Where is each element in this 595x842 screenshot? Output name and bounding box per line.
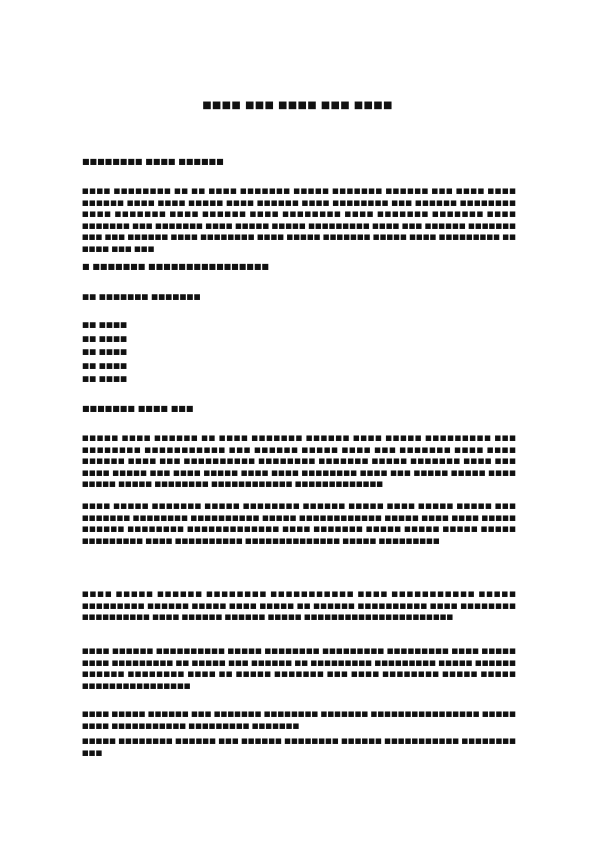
section-heading-2: ■■■■■■■ ■■■■ ■■■ [82, 404, 194, 413]
body-paragraph-5: ■■■■ ■■■■■ ■■■■■■ ■■■ ■■■■■■■ ■■■■■■■■ ■■■■■■■ ■■■■■■■■■■■■■■■■ ■■■■■ ■■■■ ■■■■■■■■■■■ ■■■■■■■■■ ■■■■■■■ [82, 709, 516, 730]
list-item: ■■ ■■■■ [82, 360, 128, 370]
body-paragraph-2: ■■■■ ■■■■■ ■■■■■■■ ■■■■■ ■■■■■■■■ ■■■■■■ ■■■■■ ■■■■ ■■■■■ ■■■■■ ■■■ ■■■■■■■ ■■■■■■■■ ■■■■■■■■■■ ■■■■■ ■■■■■■■■■■■■ ■■■■■ ■■■■ ■■■■ ■■■■■ ■■■■■■ ■■■■■■■■ ■■■■■■■■■■■■■ ■■■■ ■■■■■■■ ■■■■■ ■■■■■ ■■■■■ ■■■■■ ■■■■■■■■■ ■■■■ ■■■■■■■■■■ ■■■■■■■■■■■■■■ ■■■■■ ■■■■■■■■■ [82, 501, 516, 545]
list-item: ■■ ■■■■ [82, 333, 128, 343]
list-item: ■■ ■■■■ [82, 347, 128, 356]
body-paragraph-6: ■■■■■ ■■■■■■■■ ■■■■■■ ■■■ ■■■■■■ ■■■■■■■■ ■■■■■■ ■■■■■■■■■■■ ■■■■■■■■ ■■■ [82, 736, 516, 757]
list-intro: ■■ ■■■■■■■ ■■■■■■■ [82, 292, 201, 301]
subheading: ■ ■■■■■■■ ■■■■■■■■■■■■■■■■ [82, 262, 269, 271]
section-paragraph-1: ■■■■ ■■■■■■■■ ■■ ■■ ■■■■ ■■■■■■■ ■■■■■ ■■■■■■■ ■■■■■■ ■■■ ■■■■ ■■■■ ■■■■■■ ■■■■ ■■■■ ■■■■■ ■■■■ ■■■■■■ ■■■■ ■■■■■■■■ ■■■ ■■■■■■ ■■■■■■■■ ■■■■ ■■■■■■■ ■■■■ ■■■■■■ ■■■■ ■■■■■■■■ ■■■■ ■■■■■■■ ■■■■■■■ ■■■■ ■■■■■■■ ■■■ ■■■■■■■ ■■■■ ■■■■■ ■■■■■ ■■■■■■■■■ ■■■■ ■■■ ■■■■■■ ■■■■■■■ ■■■ ■■■ ■■■■■■ ■■■■ ■■■■■■■■ ■■■■ ■■■■■ ■■■■■■■ ■■■■■ ■■■■ ■■■■■■■■■ ■■ ■■■■ ■■■ ■■■ [82, 186, 516, 253]
document-title: ■■■■ ■■■ ■■■■ ■■■ ■■■■ [202, 100, 393, 111]
list-item: ■■ ■■■■ [82, 374, 128, 383]
body-paragraph-3: ■■■■ ■■■■■ ■■■■■■ ■■■■■■■■ ■■■■■■■■■■■ ■■■■ ■■■■■■■■■■■ ■■■■■ ■■■■■■■■■ ■■■■■■ ■■■■■ ■■■■ ■■■■■ ■■ ■■■■■■ ■■■■■■■■■■ ■■■■ ■■■■■■■■ ■■■■■■■■■■ ■■■■ ■■■■■■ ■■■■■■ ■■■■■ ■■■■■■■■■■■■■■■■■■■■■■ [82, 589, 516, 621]
list-item: ■■ ■■■■ [82, 320, 128, 329]
body-paragraph-4: ■■■■ ■■■■■■ ■■■■■■■■■■ ■■■■■ ■■■■■■■■ ■■■■■■■■■ ■■■■■■■■■ ■■■■ ■■■■■ ■■■■ ■■■■■■■■■ ■■ ■■■■■ ■■■ ■■■■■■ ■■ ■■■■■■■■■ ■■■■■■■■■ ■■■■■ ■■■■■■ ■■■■■■ ■■■■■■■■ ■■■■ ■■ ■■■■■ ■■■■■■■ ■■■ ■■■■ ■■■■■■■■ ■■■■■ ■■■■■ ■■■■■■■■■■■■■■■■ [82, 646, 516, 690]
item-list [82, 318, 127, 386]
section-heading-1: ■■■■■■■■ ■■■■ ■■■■■■ [82, 157, 224, 166]
body-paragraph-1: ■■■■■ ■■■■ ■■■■■■ ■■ ■■■■ ■■■■■■■ ■■■■■■ ■■■■ ■■■■■ ■■■■■■■■■ ■■■ ■■■■■■■■ ■■■■■■■■■■■ ■■■ ■■■■■■ ■■■■■ ■■■■ ■■■ ■■■■■■■ ■■■■ ■■■■ ■■■■■■ ■■■■ ■■■ ■■■■■■■■■■ ■■■■■■■■ ■■■■■■■ ■■■■■ ■■■■■■■ ■■■■ ■■■ ■■■■ ■■■■■ ■■■ ■■■■ ■■■■■ ■■■■ ■■■■ ■■■■■■■■ ■■■■ ■■■ ■■■■■ ■■■■■ ■■■■ ■■■■■ ■■■■■ ■■■■■■■■ ■■■■■■■■■■■■ ■■■■■■■■■■■■■ [82, 433, 516, 488]
